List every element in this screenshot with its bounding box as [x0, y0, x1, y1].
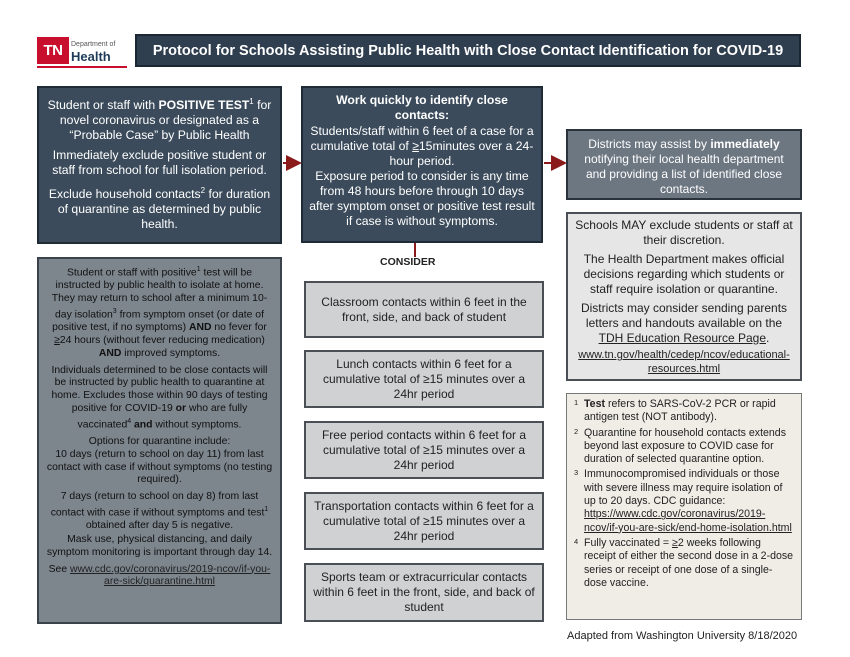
attribution-footer: Adapted from Washington University 8/18/2020 — [567, 630, 798, 642]
isolation-quarantine-box — [37, 257, 282, 624]
isolation-text: Student or staff with positive$^1$ test will be instructed by public health to isolate at home. They may return to school after a minimum 10-day isolation$^3$ from symptom onset (or date of positive test, if no symptoms) AND no fever for ≥24 hours (without fever reducing medication) AND improved symptoms. — [51, 266, 268, 359]
tn-logo-mark: TN — [37, 37, 69, 64]
consider-label: CONSIDER — [380, 256, 436, 268]
consider-item: Lunch contacts within 6 feet for a cumulative total of ≥15 minutes over a 24hr period — [304, 350, 544, 408]
footnote-item: 3 Immunocompromised individuals or those with severe illness may require isolation of up to 20 days. CDC guidance: https://www.cdc.gov/coronavirus/2019-ncov/if-you-are-sick/end-home-isolation.html — [574, 468, 792, 534]
footnote-item: 4 Fully vaccinated = ≥2 weeks following receipt of either the second dose in a 2-dose series or receipt of one dose of a single-dose vaccine. — [574, 536, 794, 589]
identify-definition: Students/staff within 6 feet of a case for a cumulative total of ≥15minutes over a 24-hour period. — [310, 124, 534, 168]
tdh-resource-page-link[interactable]: TDH Education Resource Page — [598, 331, 767, 345]
cdc-quarantine-link[interactable]: www.cdc.gov/coronavirus/2019-ncov/if-you-are-sick/quarantine.html — [69, 563, 271, 588]
tn-resources-url — [575, 348, 793, 376]
schools-may-exclude: Schools MAY exclude students or staff at their discretion. — [575, 218, 793, 247]
identify-contacts-box — [301, 86, 543, 243]
tn-educational-resources-link[interactable]: www.tn.gov/health/cedep/ncov/educational-resources.html — [578, 349, 790, 375]
schools-discretion-box — [566, 212, 802, 381]
consider-item: Classroom contacts within 6 feet in the front, side, and back of student — [304, 281, 544, 338]
logo-health-text: Health — [71, 49, 111, 64]
mask-distancing-text: Mask use, physical distancing, and daily symptom monitoring is important through day 14. — [46, 534, 273, 558]
logo-department-text: Department of — [71, 41, 116, 48]
positive-test-household: Exclude household contacts$^2$ for duration of quarantine as determined by public health. — [48, 186, 271, 232]
cdc-isolation-link[interactable]: https://www.cdc.gov/coronavirus/2019-ncov/if-you-are-sick/end-home-isolation.html — [584, 508, 792, 534]
quarantine-options-heading: Options for quarantine include: — [88, 435, 231, 447]
quarantine-option-10-day: 10 days (return to school on day 11) from last contact with case if without symptoms (no testing required). — [46, 448, 273, 486]
quarantine-text: Individuals determined to be close contacts will be instructed by public health to quarantine at home. Excludes those within 90 days of testing positive for COVID-19 or who are fully vaccinated$^4$ and without symptoms. — [51, 364, 268, 431]
cdc-quarantine-reference: See www.cdc.gov/coronavirus/2019-ncov/if-you-are-sick/quarantine.html — [48, 563, 271, 588]
footnotes-box — [566, 393, 802, 620]
parent-letters-text: Districts may consider sending parents letters and handouts available on the TDH Education Resource Page. — [580, 301, 788, 345]
identify-heading: Work quickly to identify close contacts: — [336, 93, 508, 122]
footnote-item: 2 Quarantine for household contacts extends beyond last exposure to COVID case for duration of selected quarantine option. — [574, 426, 787, 466]
page-title: Protocol for Schools Assisting Public Health with Close Contact Identification for COVID-19 — [135, 34, 801, 67]
districts-notify-box: Districts may assist by immediately notifying their local health department and providing a list of identified close contacts. — [566, 129, 802, 200]
footnote-item: 1 Test refers to SARS-CoV-2 PCR or rapid antigen test (NOT antibody). — [574, 398, 776, 424]
positive-test-box — [37, 86, 282, 244]
quarantine-option-7-day: 7 days (return to school on day 8) from last contact with case if without symptoms and test$^1$ obtained after day 5 is negative. — [50, 491, 269, 532]
consider-item: Free period contacts within 6 feet for a cumulative total of ≥15 minutes over a 24hr period — [304, 421, 544, 479]
consider-item: Transportation contacts within 6 feet for a cumulative total of ≥15 minutes over a 24hr period — [304, 492, 544, 550]
consider-connector — [414, 243, 416, 257]
health-dept-decisions: The Health Department makes official decisions regarding which students or staff require isolation or quarantine. — [583, 252, 785, 296]
consider-item: Sports team or extracurricular contacts within 6 feet in the front, side, and back of student — [304, 563, 544, 622]
positive-test-line1: Student or staff with POSITIVE TEST$^1$ for novel coronavirus or designated as a “Probable Case” by Public Health — [47, 97, 272, 143]
identify-exposure-period: Exposure period to consider is any time from 48 hours before through 10 days after symptom onset or positive test result if case is without symptoms. — [309, 169, 535, 228]
positive-test-exclude: Immediately exclude positive student or staff from school for full isolation period. — [52, 148, 267, 178]
